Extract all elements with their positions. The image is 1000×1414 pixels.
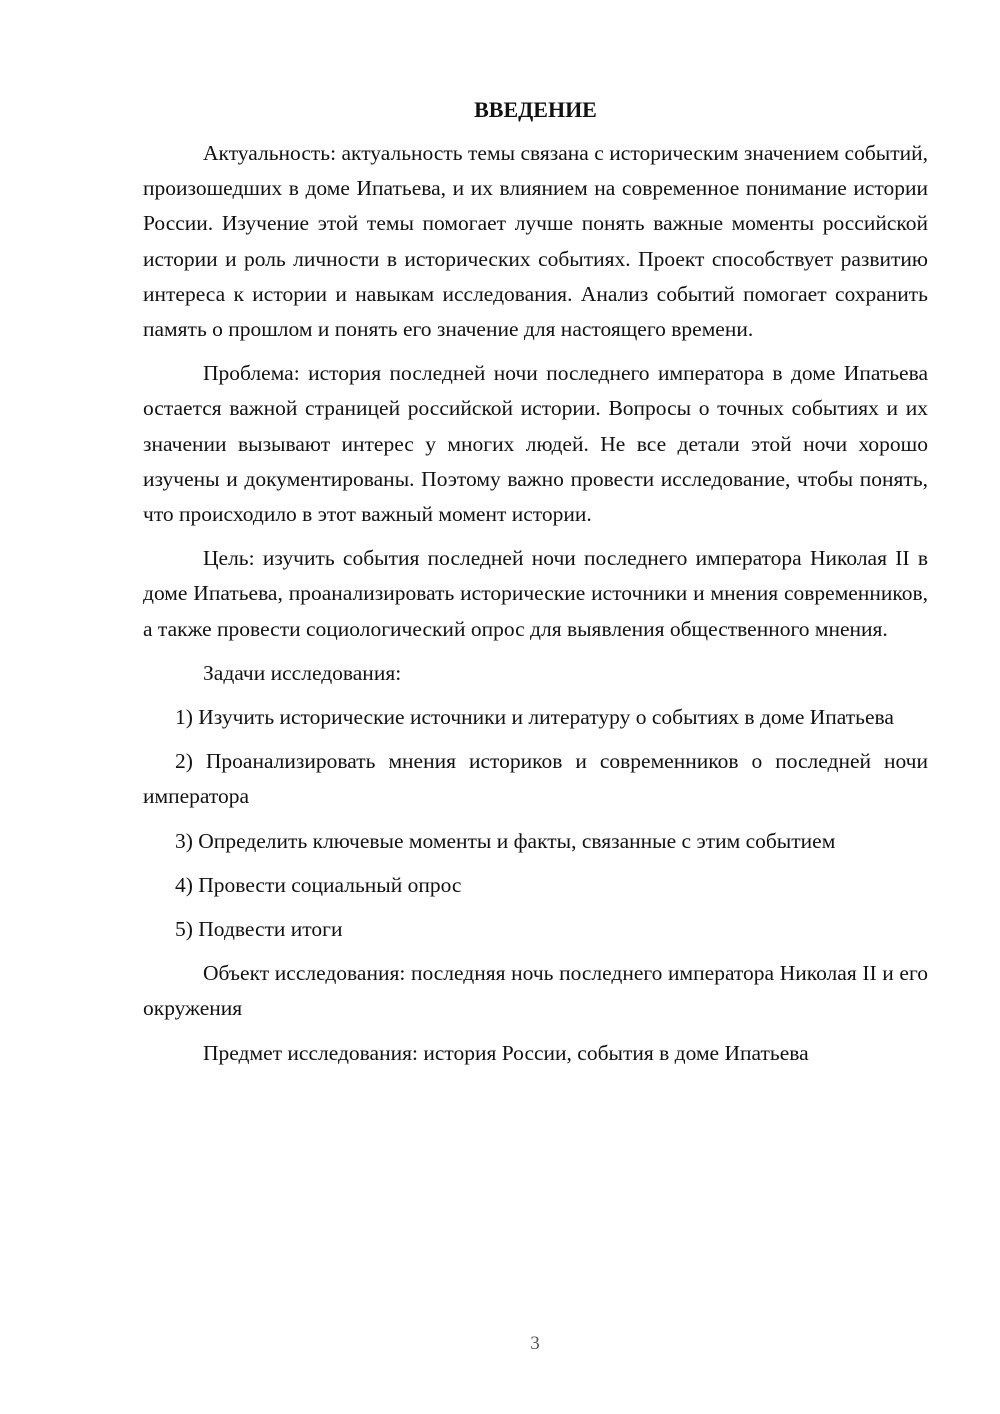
task-item-4: 4) Провести социальный опрос [175, 872, 462, 897]
goal-paragraph: Цель: изучить события последней ночи последнего императора Николая II в доме Ипатьева, проанализировать исторические источники и мнения современников, а также провести социологический опрос для выявления общественного мнения. [143, 546, 928, 641]
task-item-3: 3) Определить ключевые моменты и факты, связанные с этим событием [175, 828, 836, 853]
object-paragraph: Объект исследования: последняя ночь последнего императора Николая II и его окружения [143, 961, 928, 1021]
task-item-1: 1) Изучить исторические источники и литературу о событиях в доме Ипатьева [175, 705, 894, 730]
task-item-5: 5) Подвести итоги [175, 917, 343, 942]
section-heading: ВВЕДЕНИЕ [474, 97, 597, 122]
document-page [143, 92, 928, 1080]
problem-paragraph: Проблема: история последней ночи последнего императора в доме Ипатьева остается важной страницей российской истории. Вопросы о точных событиях и их значении вызывают интерес у многих людей. Не все детали этой ночи хорошо изучены и документированы. Поэтому важно провести исследование, чтобы понять, что происходило в этот важный момент истории. [143, 361, 928, 527]
relevance-paragraph: Актуальность: актуальность темы связана с историческим значением событий, произошедших в доме Ипатьева, и их влиянием на современное понимание истории России. Изучение этой темы помогает лучше понять важные моменты российской истории и роль личности в исторических событиях. Проект способствует развитию интереса к истории и навыкам исследования. Анализ событий помогает сохранить память о прошлом и понять его значение для настоящего времени. [143, 141, 928, 342]
task-item-2: 2) Проанализировать мнения историков и современников о последней ночи императора [143, 749, 928, 809]
tasks-heading: Задачи исследования: [203, 660, 402, 685]
page-number: 3 [530, 1333, 540, 1354]
subject-paragraph: Предмет исследования: история России, события в доме Ипатьева [203, 1040, 809, 1065]
